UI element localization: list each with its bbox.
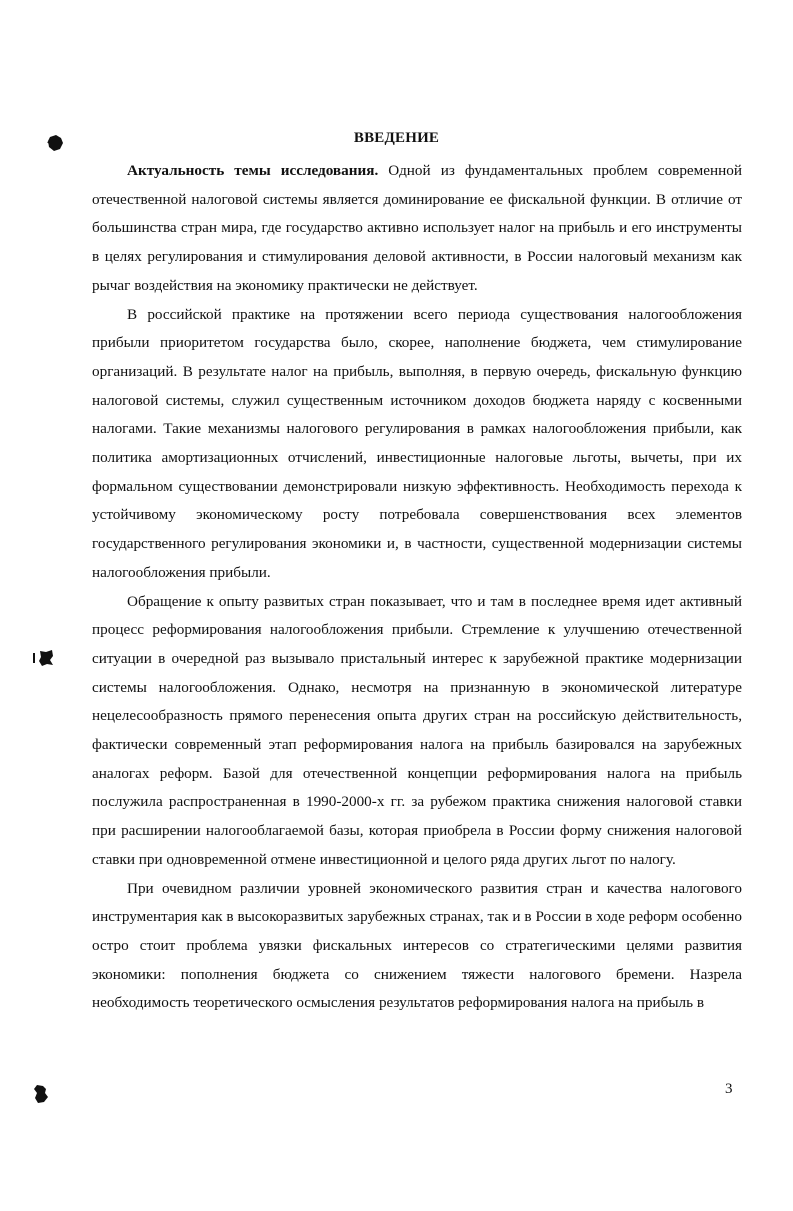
- paragraph-1: [92, 157, 742, 301]
- body-text: [92, 157, 742, 1018]
- paragraph-1-text: Одной из фундаментальных проблем современной отечественной налоговой системы является доминирование ее фискальной функции. В отличие от большинства стран мира, где государство активно использует налог на прибыль и его инструменты в целях регулирования и стимулирования деловой активности, в России налоговый механизм как рычаг воздействия на экономику практически не действует.: [92, 162, 743, 294]
- scan-mark-bottom: [32, 1083, 52, 1103]
- page-title: ВВЕДЕНИЕ: [353, 130, 440, 146]
- paragraph-4: При очевидном различии уровней экономического развития стран и качества налогового инструментария как в высокоразвитых зарубежных странах, так и в России в ходе реформ особенно остро стоит проблема увязки фискальных интересов со стратегическими целями развития экономики: пополнения бюджета со снижением тяжести налогового бремени. Назрела необходимость теоретического осмысления результатов реформирования налога на прибыль в: [92, 879, 742, 1012]
- lead-heading: Актуальность темы исследования.: [127, 162, 379, 179]
- paragraph-3: Обращение к опыту развитых стран показывает, что и там в последнее время идет активный процесс реформирования налогообложения прибыли. Стремление к улучшению отечественной ситуации в очередной раз вызывало пристальный интерес к зарубежной практике модернизации системы налогообложения. Однако, несмотря на признанную в экономической литературе нецелесообразность прямого перенесения опыта других стран на российскую действительность, фактически современный этап реформирования налога на прибыль базировался на зарубежных аналогах реформ. Базой для отечественной концепции реформирования налога на прибыль послужила распространенная в 1990-2000-х гг. за рубежом практика снижения налоговой ставки при расширении налогооблагаемой базы, которая приобрела в России форму снижения налоговой ставки при одновременной отмене инвестиционной и целого ряда других льгот по налогу.: [92, 592, 742, 868]
- page-number: 3: [725, 1081, 733, 1097]
- scan-mark-middle: [32, 648, 52, 668]
- paragraph-2: В российской практике на протяжении всего периода существования налогообложения прибыли приоритетом государства было, скорее, наполнение бюджета, чем стимулирование организаций. В результате налог на прибыль, выполняя, в первую очередь, фискальную функцию налоговой системы, служил существенным источником доходов бюджета наряду с косвенными налогами. Такие механизмы налогового регулирования в рамках налогообложения прибыли, как политика амортизационных отчислений, инвестиционные налоговые льготы, вычеты, при их формальном существовании демонстрировали низкую эффективность. Необходимость перехода к устойчивому экономическому росту потребовала совершенствования всех элементов государственного регулирования экономики и, в частности, существенной модернизации системы налогообложения прибыли.: [92, 305, 742, 581]
